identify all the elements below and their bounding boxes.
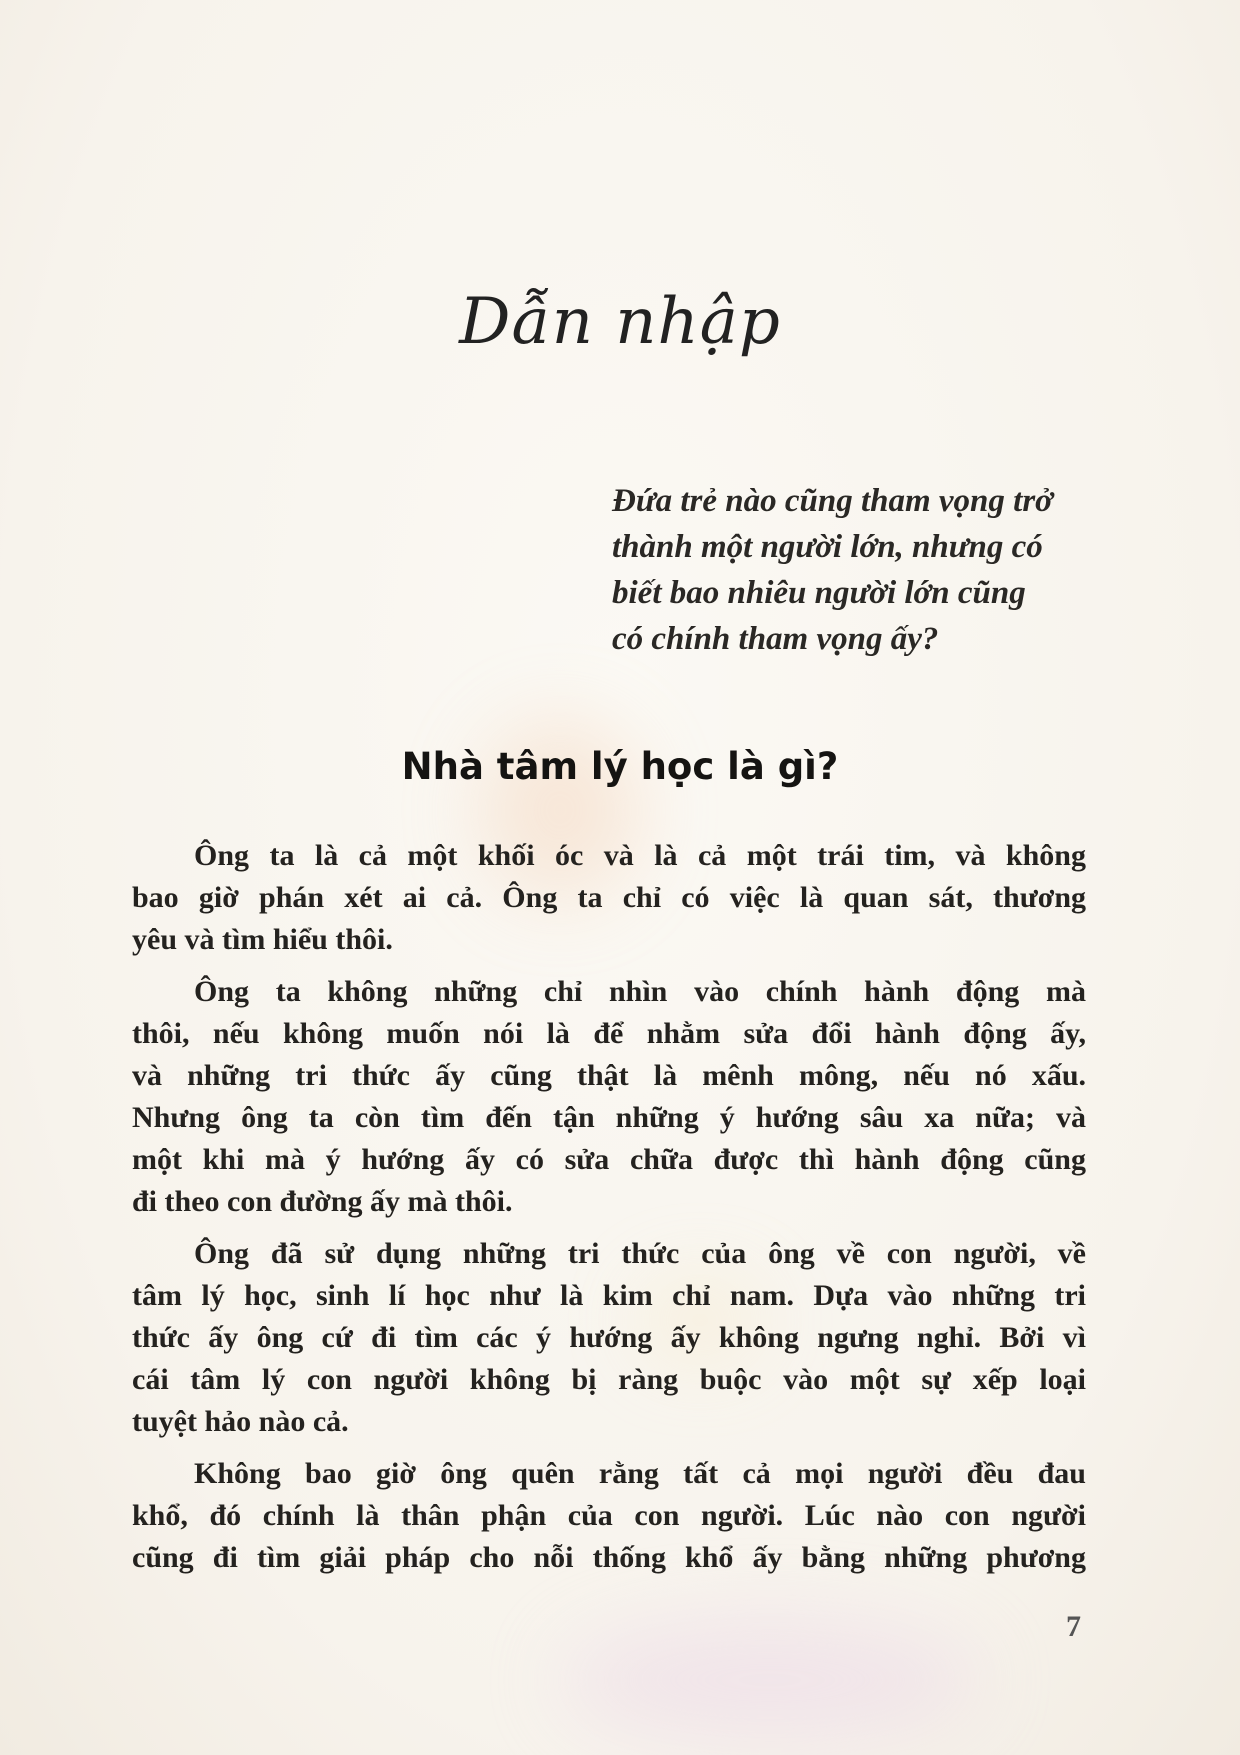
text-line: đi theo con đường ấy mà thôi. (132, 1185, 513, 1218)
text-line: Nhưng ông ta còn tìm đến tận những ý hướng sâu xa nữa; và (132, 1101, 1086, 1134)
text-line: và những tri thức ấy cũng thật là mênh mông, nếu nó xấu. (132, 1059, 1086, 1092)
text-line: Không bao giờ ông quên rằng tất cả mọi người đều đau (194, 1457, 1086, 1490)
paper-stain (560, 1620, 980, 1740)
epigraph-line: thành một người lớn, nhưng có (612, 529, 1043, 565)
paragraph (132, 1453, 1086, 1579)
text-line: thôi, nếu không muốn nói là để nhằm sửa đổi hành động ấy, (132, 1017, 1086, 1050)
page-number: 7 (1066, 1610, 1081, 1643)
text-line: Ông đã sử dụng những tri thức của ông về con người, về (194, 1237, 1086, 1270)
text-line: tâm lý học, sinh lí học như là kim chỉ nam. Dựa vào những tri (132, 1279, 1086, 1312)
paragraph (132, 971, 1086, 1223)
chapter-title: Dẫn nhập (459, 285, 781, 359)
body-text (132, 835, 1086, 1589)
text-line: một khi mà ý hướng ấy có sửa chữa được thì hành động cũng (132, 1143, 1086, 1176)
text-line: yêu và tìm hiểu thôi. (132, 923, 393, 956)
epigraph-line: biết bao nhiêu người lớn cũng (612, 575, 1026, 611)
paragraph (132, 835, 1086, 961)
text-line: tuyệt hảo nào cả. (132, 1405, 349, 1438)
text-line: khổ, đó chính là thân phận của con người. Lúc nào con người (132, 1499, 1086, 1532)
epigraph (612, 478, 1092, 662)
text-line: Ông ta là cả một khối óc và là cả một trái tim, và không (194, 839, 1086, 872)
text-line: thức ấy ông cứ đi tìm các ý hướng ấy không ngưng nghỉ. Bởi vì (132, 1321, 1086, 1354)
epigraph-line: Đứa trẻ nào cũng tham vọng trở (612, 483, 1053, 519)
text-line: cũng đi tìm giải pháp cho nỗi thống khổ ấy bằng những phương (132, 1541, 1086, 1574)
text-line: cái tâm lý con người không bị ràng buộc vào một sự xếp loại (132, 1363, 1086, 1396)
text-line: Ông ta không những chỉ nhìn vào chính hành động mà (194, 975, 1086, 1008)
epigraph-line: có chính tham vọng ấy? (612, 621, 939, 657)
paragraph (132, 1233, 1086, 1443)
text-line: bao giờ phán xét ai cả. Ông ta chỉ có việc là quan sát, thương (132, 881, 1086, 914)
section-heading: Nhà tâm lý học là gì? (401, 745, 839, 788)
